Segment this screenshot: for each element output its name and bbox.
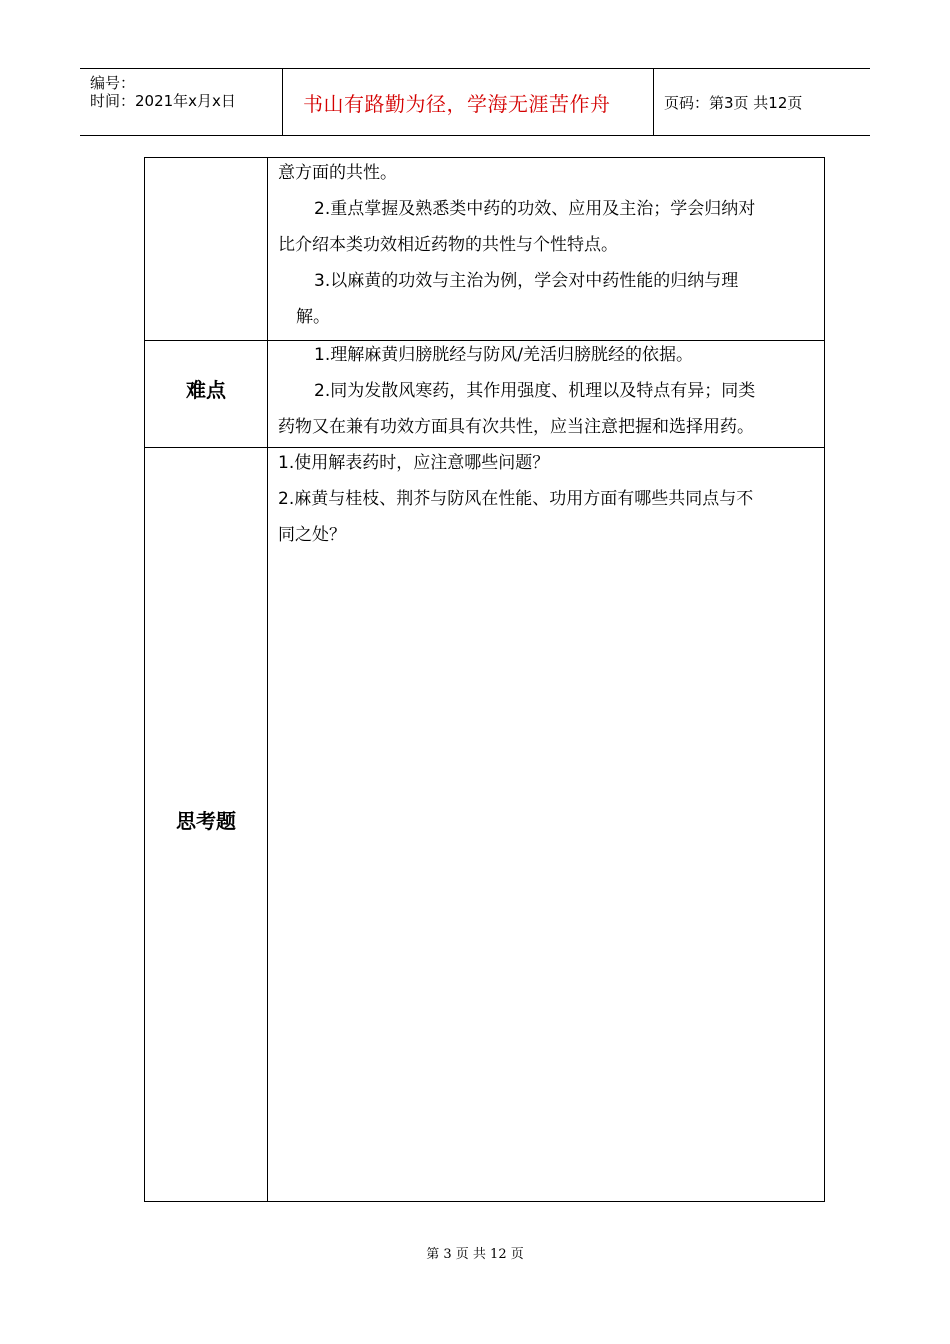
text-line: 同之处？ (278, 525, 346, 545)
page-header (80, 68, 870, 136)
row-difficulties-content (278, 337, 818, 445)
text-line: 比介绍本类功效相近药物的共性与个性特点。 (278, 235, 618, 255)
text-line: 解。 (296, 307, 330, 327)
text-line: 3.以麻黄的功效与主治为例，学会对中药性能的归纳与理 (314, 271, 739, 291)
content-table (144, 157, 825, 1202)
header-page-cell (654, 69, 870, 135)
row-label-difficulties: 难点 (186, 378, 226, 402)
row-questions-content (278, 445, 818, 553)
table-column-divider (267, 158, 268, 1201)
header-motto: 书山有路勤为径，学海无涯苦作舟 (303, 92, 611, 116)
text-line: 1.使用解表药时，应注意哪些问题？ (278, 453, 550, 473)
header-meta (80, 69, 282, 135)
document-time-label: 时间：2021年x月x日 (90, 92, 236, 110)
text-line: 2.重点掌握及熟悉类中药的功效、应用及主治；学会归纳对 (314, 199, 756, 219)
text-line: 意方面的共性。 (278, 163, 397, 183)
document-number-label: 编号： (90, 74, 136, 92)
text-line: 2.麻黄与桂枝、荆芥与防风在性能、功用方面有哪些共同点与不 (278, 489, 754, 509)
text-line: 药物又在兼有功效方面具有次共性，应当注意把握和选择用药。 (278, 417, 754, 437)
header-motto-cell (282, 69, 654, 135)
text-line: 2.同为发散风寒药，其作用强度、机理以及特点有异；同类 (314, 381, 756, 401)
row-label-questions: 思考题 (176, 809, 236, 833)
row-objectives-content (278, 155, 818, 335)
text-line: 1.理解麻黄归膀胱经与防风/羌活归膀胱经的依据。 (314, 345, 693, 365)
page-footer: 第 3 页 共 12 页 (426, 1247, 524, 1262)
header-page-info: 页码：第3页 共12页 (664, 94, 803, 112)
